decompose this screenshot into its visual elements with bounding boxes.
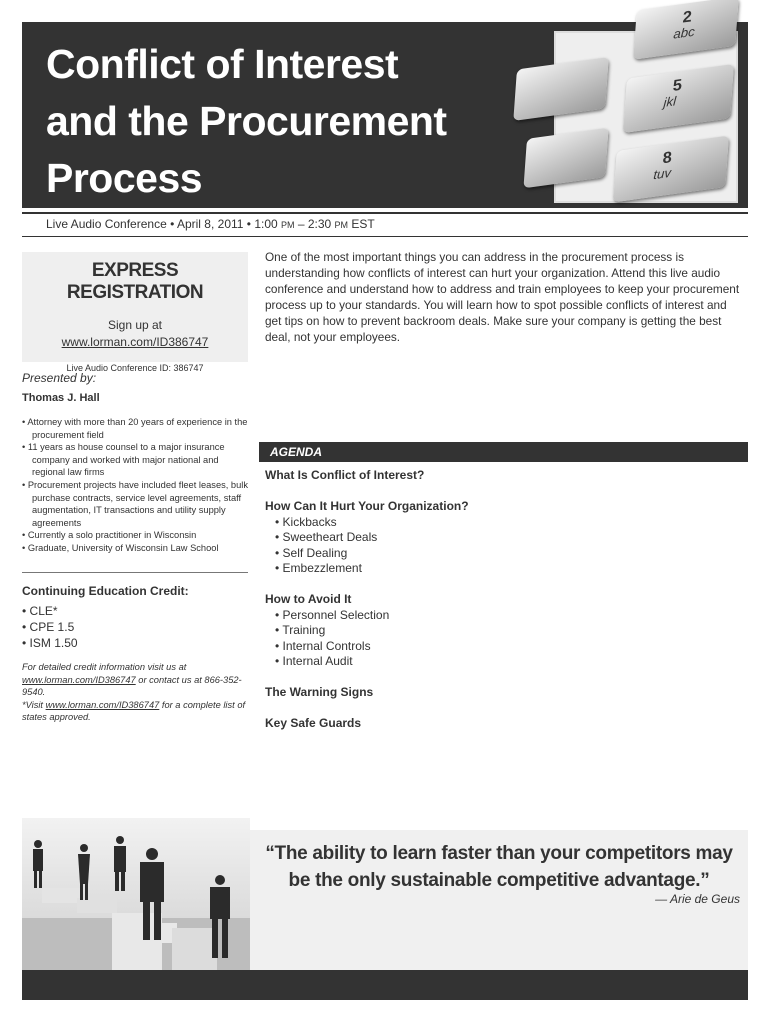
agenda-item: • Internal Audit [265, 654, 735, 670]
agenda-item: • Kickbacks [265, 515, 735, 531]
keypad-key-2 [633, 0, 739, 60]
keypad-key-left [513, 57, 608, 121]
agenda-section [265, 468, 735, 484]
agenda-section [265, 716, 735, 732]
page-title [46, 36, 447, 207]
key-letters: jkl [663, 93, 677, 110]
agenda-list [265, 468, 735, 747]
key-letters: tuv [652, 164, 672, 183]
subhead-pm: PM [334, 220, 349, 230]
conference-id: Live Audio Conference ID: 386747 [66, 363, 204, 373]
keypad-key-5 [623, 64, 734, 133]
bio-item: • 11 years as house counsel to a major insurance company and worked with major national and regional law firms [22, 441, 250, 479]
header-banner [22, 8, 748, 208]
header-rule [22, 212, 748, 214]
agenda-label: AGENDA [270, 445, 323, 459]
subhead-date: Live Audio Conference • April 8, 2011 • 1:00 [46, 217, 282, 231]
credit-link[interactable]: www.lorman.com/ID386747 [22, 674, 136, 685]
presenter-bio [22, 416, 250, 555]
title-line-1: Conflict of Interest [46, 41, 399, 87]
agenda-item: • Embezzlement [265, 561, 735, 577]
credit-item: • ISM 1.50 [22, 635, 78, 651]
credit-note [22, 661, 250, 724]
bio-item: • Graduate, University of Wisconsin Law School [22, 542, 250, 555]
subhead-time: – 2:30 [294, 217, 335, 231]
agenda-item: • Sweetheart Deals [265, 530, 735, 546]
agenda-section-title: The Warning Signs [265, 685, 374, 699]
agenda-section-title: Key Safe Guards [265, 716, 362, 730]
note-text: *Visit [22, 699, 46, 710]
presented-by-label: Presented by: [22, 371, 97, 385]
note-text: for a complete list of states approved. [22, 699, 246, 723]
credit-item: • CPE 1.5 [22, 619, 78, 635]
agenda-section-title: What Is Conflict of Interest? [265, 468, 425, 482]
agenda-item: • Internal Controls [265, 639, 735, 655]
agenda-section [265, 685, 735, 701]
agenda-item: • Personnel Selection [265, 608, 735, 624]
key-letters: abc [672, 23, 696, 42]
agenda-header-bar [259, 442, 748, 462]
registration-link[interactable]: www.lorman.com/ID386747 [61, 335, 209, 349]
agenda-section-title: How Can It Hurt Your Organization? [265, 499, 469, 513]
sidebar-divider [22, 572, 248, 573]
express-registration-box [22, 252, 248, 373]
credit-item: • CLE* [22, 603, 78, 619]
presenter-name: Thomas J. Hall [22, 392, 100, 404]
agenda-section [265, 499, 735, 577]
bio-item: • Procurement projects have included fleet leases, bulk purchase contracts, service level agreements, staff augmentation, IT transactions and utility supply agreements [22, 479, 250, 529]
keypad-key-8 [613, 136, 729, 203]
footer-bar [22, 970, 748, 1000]
agenda-item: • Training [265, 623, 735, 639]
states-link[interactable]: www.lorman.com/ID386747 [45, 699, 160, 710]
key-number: 2 [682, 8, 693, 27]
credit-list [22, 603, 78, 651]
agenda-section [265, 592, 735, 670]
note-text: or contact us at 866-352-9540. [22, 674, 242, 698]
subhead-rule [22, 236, 748, 237]
credit-heading: Continuing Education Credit: [22, 584, 189, 598]
event-subheading [46, 217, 375, 231]
keypad-key-left2 [523, 128, 608, 189]
registration-heading: EXPRESS REGISTRATION [66, 260, 204, 303]
people-silhouettes-image [22, 818, 250, 970]
signup-label: Sign up at [107, 318, 163, 332]
agenda-item: • Self Dealing [265, 546, 735, 562]
subhead-pm: PM [281, 220, 295, 230]
business-people-puzzle-photo [22, 818, 250, 970]
note-text: For detailed credit information visit us at [22, 662, 187, 672]
quote-author: — Arie de Geus [655, 892, 740, 906]
title-line-3: Process [46, 155, 203, 201]
quote-text: “The ability to learn faster than your competitors may be the only sustainable competitive advantage.” [265, 843, 733, 891]
key-number: 5 [672, 76, 683, 95]
keypad-photo [554, 8, 738, 203]
subhead-tz: EST [348, 217, 375, 231]
intro-paragraph: One of the most important things you can address in the procurement process is understanding how conflicts of interest can hurt your organization. Attend this live audio conference and understand how to address and train employees to keep your procurement process up to your standards. You will learn how to spot possible conflicts of interest and get tips on how to prevent backroom deals. Make sure your company is getting the best deal, not your employees. [265, 250, 740, 344]
key-number: 8 [662, 149, 673, 168]
agenda-section-title: How to Avoid It [265, 592, 352, 606]
bio-item: • Attorney with more than 20 years of experience in the procurement field [22, 416, 250, 441]
bio-item: • Currently a solo practitioner in Wisconsin [22, 529, 250, 542]
title-line-2: and the Procurement [46, 98, 447, 144]
